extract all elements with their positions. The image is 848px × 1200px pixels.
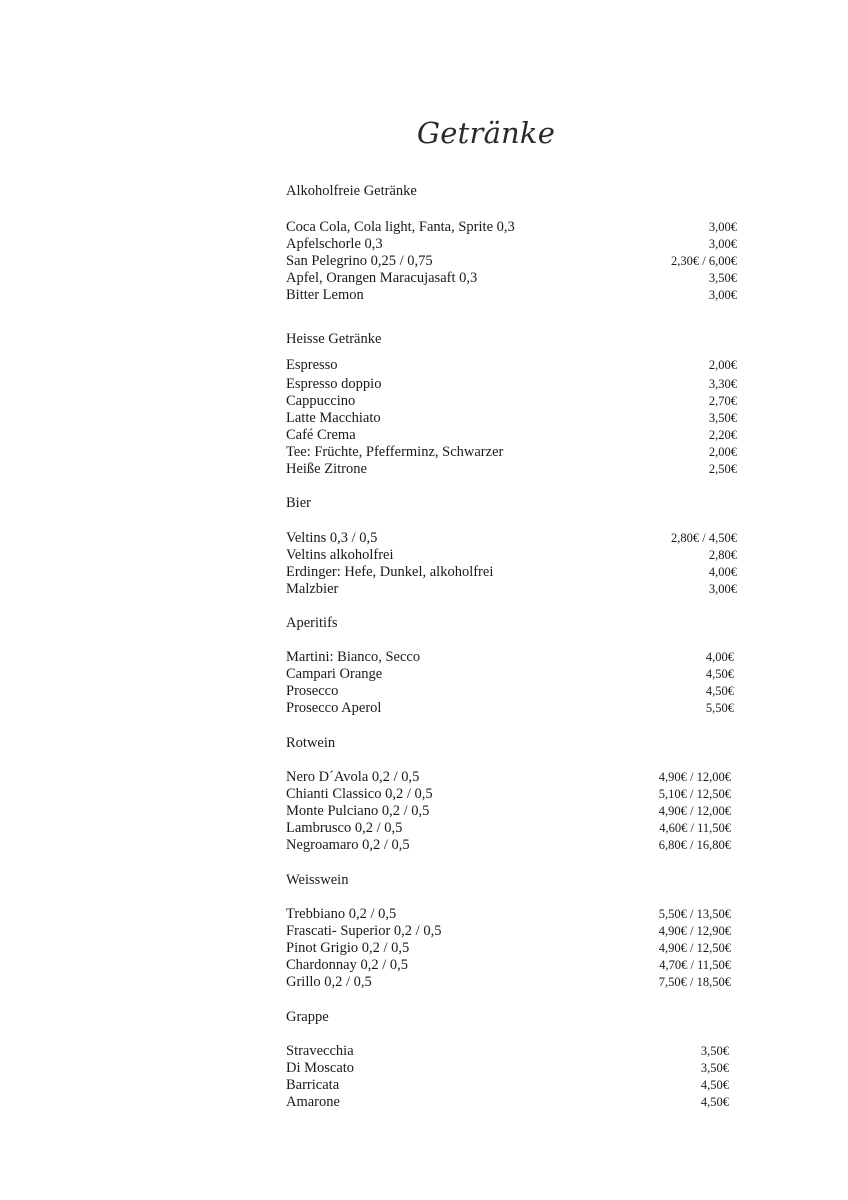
item-price: 5,10€ / 12,50€ <box>658 787 731 801</box>
item-name: Prosecco Aperol <box>286 700 382 716</box>
menu-item <box>286 1077 736 1094</box>
item-name: Apfelschorle 0,3 <box>286 236 383 252</box>
item-name: Veltins alkoholfrei <box>286 547 394 563</box>
item-price: 3,50€ <box>700 1061 729 1075</box>
item-price: 4,00€ <box>708 565 737 579</box>
item-name: Latte Macchiato <box>286 410 381 426</box>
item-price: 3,00€ <box>708 582 737 596</box>
item-price: 4,70€ / 11,50€ <box>659 958 731 972</box>
item-price: 4,60€ / 11,50€ <box>659 821 731 835</box>
item-price: 2,00€ <box>708 445 737 459</box>
item-name: Café Crema <box>286 427 356 443</box>
item-name: Trebbiano 0,2 / 0,5 <box>286 906 397 922</box>
item-name: Grillo 0,2 / 0,5 <box>286 974 372 990</box>
item-price: 4,00€ <box>705 650 734 664</box>
item-name: Martini: Bianco, Secco <box>286 649 421 665</box>
menu-item <box>286 906 736 923</box>
menu-item <box>286 236 736 253</box>
menu-item <box>286 803 736 820</box>
item-price: 3,30€ <box>708 377 737 391</box>
menu-item <box>286 957 736 974</box>
menu-item <box>286 786 736 803</box>
menu-item <box>286 393 736 410</box>
item-name: Lambrusco 0,2 / 0,5 <box>286 820 403 836</box>
item-price: 4,90€ / 12,00€ <box>658 770 731 784</box>
item-price: 3,00€ <box>708 220 737 234</box>
item-price: 2,70€ <box>708 394 737 408</box>
item-price: 4,50€ <box>705 667 734 681</box>
item-name: Tee: Früchte, Pfefferminz, Schwarzer <box>286 444 504 460</box>
item-price: 3,50€ <box>708 411 737 425</box>
item-name: Chardonnay 0,2 / 0,5 <box>286 957 409 973</box>
section-heading: Bier <box>286 495 311 511</box>
section-heading: Rotwein <box>286 735 336 751</box>
item-name: Heiße Zitrone <box>286 461 367 477</box>
item-name: Frascati- Superior 0,2 / 0,5 <box>286 923 442 939</box>
item-name: Malzbier <box>286 581 339 597</box>
item-price: 3,00€ <box>708 288 737 302</box>
menu-item <box>286 410 736 427</box>
item-price: 6,80€ / 16,80€ <box>658 838 731 852</box>
item-name: Prosecco <box>286 683 339 699</box>
item-name: Monte Pulciano 0,2 / 0,5 <box>286 803 430 819</box>
menu-title: Getränke <box>416 116 556 150</box>
menu-item <box>286 270 736 287</box>
item-price: 4,50€ <box>700 1095 729 1109</box>
menu-item <box>286 974 736 991</box>
menu-item <box>286 287 736 304</box>
menu-item <box>286 837 736 854</box>
item-price: 2,50€ <box>708 462 737 476</box>
section-heading: Grappe <box>286 1009 329 1025</box>
menu-item <box>286 820 736 837</box>
item-price: 2,80€ <box>708 548 737 562</box>
menu-item <box>286 461 736 478</box>
menu-item <box>286 427 736 444</box>
item-price: 7,50€ / 18,50€ <box>658 975 731 989</box>
item-name: Negroamaro 0,2 / 0,5 <box>286 837 410 853</box>
item-price: 3,50€ <box>700 1044 729 1058</box>
item-price: 2,00€ <box>708 358 737 372</box>
item-price: 3,50€ <box>708 271 737 285</box>
item-name: Coca Cola, Cola light, Fanta, Sprite 0,3 <box>286 219 515 235</box>
menu-item <box>286 1094 736 1111</box>
item-price: 3,00€ <box>708 237 737 251</box>
item-name: Di Moscato <box>286 1060 355 1076</box>
item-price: 4,90€ / 12,50€ <box>658 941 731 955</box>
section-heading: Alkoholfreie Getränke <box>286 183 417 199</box>
section-heading: Heisse Getränke <box>286 331 382 347</box>
item-price: 2,80€ / 4,50€ <box>671 531 737 545</box>
item-price: 4,50€ <box>700 1078 729 1092</box>
menu-item <box>286 444 736 461</box>
item-name: Espresso doppio <box>286 376 382 392</box>
item-name: Chianti Classico 0,2 / 0,5 <box>286 786 433 802</box>
menu-item <box>286 547 736 564</box>
menu-item <box>286 530 736 547</box>
item-price: 5,50€ <box>705 701 734 715</box>
item-name: Erdinger: Hefe, Dunkel, alkoholfrei <box>286 564 494 580</box>
menu-item <box>286 253 736 270</box>
item-name: Nero D´Avola 0,2 / 0,5 <box>286 769 420 785</box>
item-name: Stravecchia <box>286 1043 354 1059</box>
menu-item <box>286 1060 736 1077</box>
item-price: 2,30€ / 6,00€ <box>671 254 737 268</box>
menu-item <box>286 581 736 598</box>
section-heading: Aperitifs <box>286 615 338 631</box>
item-name: Apfel, Orangen Maracujasaft 0,3 <box>286 270 478 286</box>
menu-item <box>286 649 736 666</box>
item-name: Campari Orange <box>286 666 383 682</box>
item-price: 2,20€ <box>708 428 737 442</box>
menu-item <box>286 666 736 683</box>
item-name: Cappuccino <box>286 393 356 409</box>
item-name: Amarone <box>286 1094 340 1110</box>
item-price: 4,90€ / 12,00€ <box>658 804 731 818</box>
item-name: Espresso <box>286 357 338 373</box>
menu-item <box>286 219 736 236</box>
section-heading: Weisswein <box>286 872 349 888</box>
menu-item <box>286 564 736 581</box>
item-name: Veltins 0,3 / 0,5 <box>286 530 378 546</box>
menu-item <box>286 1043 736 1060</box>
item-price: 5,50€ / 13,50€ <box>658 907 731 921</box>
item-price: 4,90€ / 12,90€ <box>658 924 731 938</box>
menu-item <box>286 683 736 700</box>
item-name: Barricata <box>286 1077 340 1093</box>
item-price: 4,50€ <box>705 684 734 698</box>
menu-item <box>286 357 736 374</box>
menu-item <box>286 376 736 393</box>
item-name: Pinot Grigio 0,2 / 0,5 <box>286 940 410 956</box>
menu-item <box>286 923 736 940</box>
menu-item <box>286 700 736 717</box>
item-name: Bitter Lemon <box>286 287 364 303</box>
menu-item <box>286 769 736 786</box>
item-name: San Pelegrino 0,25 / 0,75 <box>286 253 433 269</box>
menu-item <box>286 940 736 957</box>
